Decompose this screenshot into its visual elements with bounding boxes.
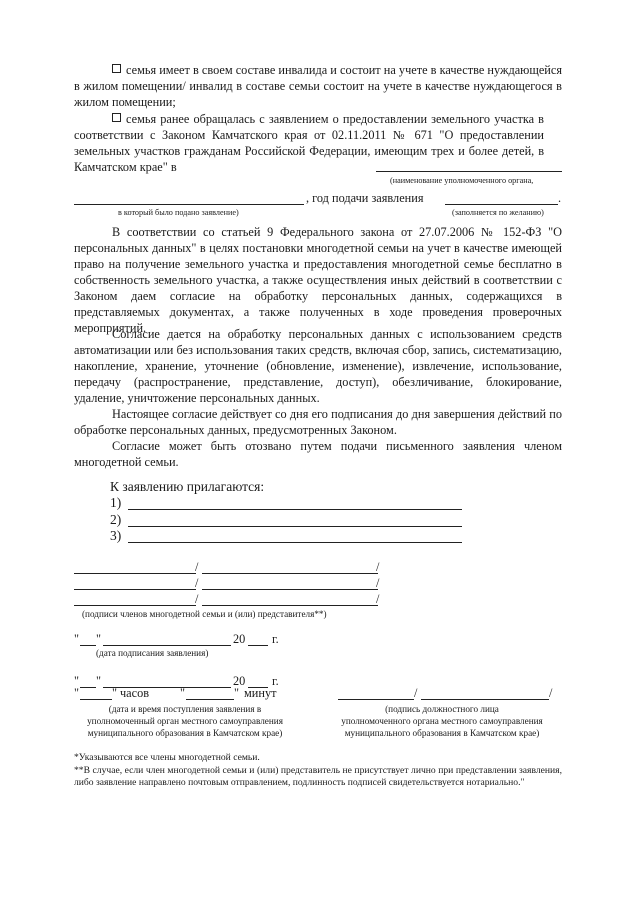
- signature-field[interactable]: [74, 605, 196, 606]
- attachments-title: К заявлению прилагаются:: [110, 479, 265, 494]
- checkbox-item-disabled-member: [74, 62, 562, 110]
- receipt-hours-field[interactable]: [80, 699, 112, 700]
- official-name-field[interactable]: [421, 699, 549, 700]
- year-label: , год подачи заявления: [306, 191, 424, 205]
- checkbox-item-text: семья ранее обращалась с заявлением о предоставлении земельного участка в соответствии с Законом Камчатского края от 02.11.2011 № 671 "О предоставлении земельных участков гражданам Российской Федерации, имеющим трех и более детей, в Камчатском крае" в: [74, 112, 544, 174]
- signature-field[interactable]: [74, 589, 196, 590]
- signing-date-caption: (дата подписания заявления): [96, 648, 209, 658]
- attachment-number: 3): [110, 528, 122, 543]
- checkbox-icon[interactable]: [112, 113, 121, 122]
- signing-year-field[interactable]: [248, 645, 268, 646]
- consent-withdrawal-paragraph: Согласие может быть отозвано путем подачи письменного заявления членом многодетной семьи.: [74, 439, 562, 469]
- consent-paragraph: В соответствии со статьей 9 Федерального закона от 27.07.2006 № 152-ФЗ "О персональных данных" в целях постановки многодетной семьи на учет в качестве имеющей право на получение земельного участка и предоставления многодетной семье бесплатно в собственность земельного участка, а также осуществления иных действий в соответствии с Законом даем согласие на обработку персональных данных, содержащихся в представляемых документах, а также полученных в ходе проведения проверочных мероприятий.: [74, 225, 562, 335]
- authority-hint-2: в который было подано заявление): [118, 208, 239, 217]
- receipt-minutes-field[interactable]: [186, 699, 234, 700]
- hours-label: часов: [120, 686, 150, 700]
- signing-month-field[interactable]: [103, 645, 231, 646]
- document-page: семья имеет в своем составе инвалида и состоит на учете в качестве нуждающейся в жилом помещении/ инвалид в составе семьи состоит на учете в качестве нуждающегося в жилом помещении; семья ранее обращалась с заявлением о предоставлении земельного участка в соответствии с Законом Камчатского края от 02.11.2011 № 671 "О предоставлении земельных участков гражданам Российской Федерации, имеющим трех и более детей, в Камчатском крае" в (наименование уполномоченного органа, , год подачи заявления . в который было подано заявление) (заполняется по желанию) В соответствии со статьей 9 Федерального закона от 27.07.2006 № 152-ФЗ "О персональных данных" в целях постановки многодетной семьи на учет в качестве имеющей право на получение земельного участка и предоставления многодетной семье бесплатно в собственность земельного участка, а также осуществления иных действий в соответствии с Законом даем согласие на обработку персональных данных, содержащихся в представляемых документах, а также полученных в ходе проведения проверочных мероприятий. Согласие дается на обработку персональных данных с использованием средств автоматизации или без использования таких средств, включая сбор, запись, систематизацию, накопление, хранение, уточнение (обновление, изменение), извлечение, использование, передачу (распространение, представление, доступ), обезличивание, блокирование, удаление, уничтожение персональных данных. Настоящее согласие действует со дня его подписания до дня завершения действий по обработке персональных данных, предусмотренных Законом. Согласие может быть отозвано путем подачи письменного заявления членом многодетной семьи. К заявлению прилагаются: 1) 2) 3) / / / / / / (подписи членов многодетной семьи и (или) представителя**) " " 20 г. (дата подписания заявления) " " 20 г. " " часов " " минут / / (дата и время поступления заявления в уполномоченный орган местного самоуправления муниципального образования в Камчатском крае) (подпись должностного лица уполномоченного органа местного самоуправления муниципального образования в Камчатском крае) *Указываются все члены многодетной семьи. **В случае, если член многодетной семьи и (или) представитель не присутствует лично при представлении заявления, либо заявление направлено почтовым отправлением, подлинность подписей свидетельствуется нотариально.": [0, 0, 640, 905]
- minutes-label: минут: [244, 686, 277, 700]
- authority-hint: (наименование уполномоченного органа,: [390, 176, 534, 185]
- signatures-caption: (подписи членов многодетной семьи и (или) представителя**): [82, 609, 327, 619]
- signature-name-field[interactable]: [202, 573, 378, 574]
- official-caption: (подпись должностного лица уполномоченного органа местного самоуправления муниципального образования в Камчатском крае): [341, 704, 543, 738]
- footnote-notarization: **В случае, если член многодетной семьи и (или) представитель не присутствует лично при представлении заявления, либо заявление направлено почтовым отправлением, подлинность подписей свидетельствуется нотариально.": [74, 765, 562, 788]
- official-signature-field[interactable]: [338, 699, 414, 700]
- authority-name-field-continued[interactable]: [74, 204, 304, 205]
- authority-name-field[interactable]: [376, 171, 562, 172]
- year-field[interactable]: [445, 204, 558, 205]
- attachment-number: 2): [110, 512, 122, 527]
- signature-field[interactable]: [74, 573, 196, 574]
- signing-day-field[interactable]: [80, 645, 96, 646]
- attachment-field[interactable]: [128, 526, 462, 527]
- signature-name-field[interactable]: [202, 605, 378, 606]
- checkbox-icon[interactable]: [112, 64, 121, 73]
- receipt-caption: (дата и время поступления заявления в уполномоченный орган местного самоуправления муниципального образования в Камчатском крае): [87, 704, 283, 738]
- attachment-field[interactable]: [128, 542, 462, 543]
- checkbox-item-previous-application: [74, 111, 544, 175]
- attachment-number: 1): [110, 495, 122, 510]
- footnote-members: *Указываются все члены многодетной семьи.: [74, 752, 260, 763]
- attachment-field[interactable]: [128, 509, 462, 510]
- signature-name-field[interactable]: [202, 589, 378, 590]
- consent-duration-paragraph: Настоящее согласие действует со дня его подписания до дня завершения действий по обработке персональных данных, предусмотренных Законом.: [74, 407, 562, 437]
- consent-scope-paragraph: Согласие дается на обработку персональных данных с использованием средств автоматизации или без использования таких средств, включая сбор, запись, систематизацию, накопление, хранение, уточнение (обновление, изменение), извлечение, использование, передачу (распространение, представление, доступ), обезличивание, блокирование, удаление, уничтожение персональных данных.: [74, 327, 562, 405]
- receipt-day-field[interactable]: [80, 687, 96, 688]
- checkbox-item-text: семья имеет в своем составе инвалида и состоит на учете в качестве нуждающейся в жилом помещении/ инвалид в составе семьи состоит на учете в качестве нуждающегося в жилом помещении;: [74, 63, 562, 109]
- year-hint: (заполняется по желанию): [452, 208, 544, 217]
